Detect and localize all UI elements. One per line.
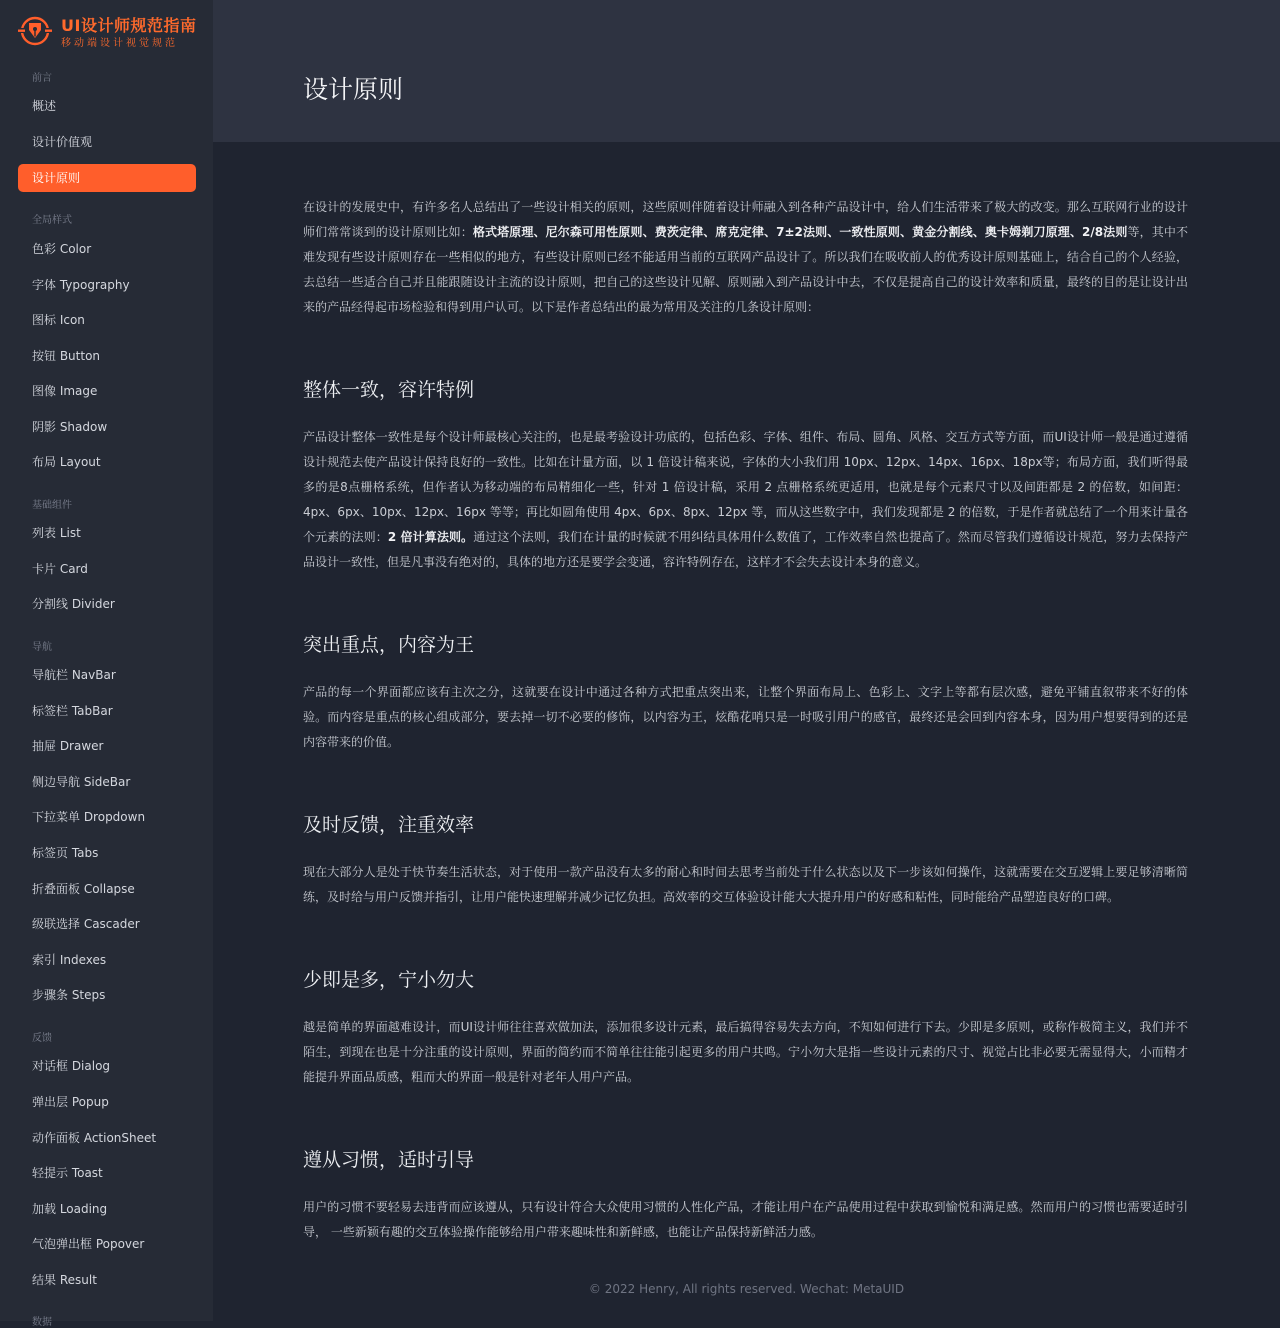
- section-text: 用户的习惯不要轻易去违背而应该遵从，只有设计符合大众使用习惯的人性化产品，才能让用户在产品使用过程中获取到愉悦和满足感。然而用户的习惯也需要适时引导， 一些新颖有趣的交互体验操作能够给用户带来趣味性和新鲜感，也能让产品保持新鲜活力感。: [303, 1200, 1188, 1239]
- sidebar-item-actionsheet[interactable]: 动作面板 ActionSheet: [32, 1131, 157, 1145]
- page-title: 设计原则: [303, 75, 404, 104]
- nav-group-label: 全局样式: [32, 215, 72, 226]
- section-paragraph: [303, 1195, 1188, 1245]
- sidebar-item-indexes[interactable]: 索引 Indexes: [32, 953, 107, 967]
- section-title: 突出重点，内容为王: [303, 634, 475, 656]
- section-title: 少即是多，宁小勿大: [303, 969, 475, 991]
- sidebar-item-color[interactable]: 色彩 Color: [32, 242, 92, 256]
- section-text: 产品的每一个界面都应该有主次之分，这就要在设计中通过各种方式把重点突出来，让整个界面布局上、色彩上、文字上等都有层次感，避免平铺直叙带来不好的体验。而内容是重点的核心组成部分，要去掉一切不必要的修饰，以内容为王，炫酷花哨只是一时吸引用户的感官，最终还是会回到内容本身，因为用户想要得到的还是内容带来的价值。: [303, 685, 1188, 749]
- sidebar-item-dialog[interactable]: 对话框 Dialog: [32, 1059, 111, 1073]
- sidebar-item-layout[interactable]: 布局 Layout: [32, 455, 101, 469]
- sidebar-item-cascader[interactable]: 级联选择 Cascader: [32, 917, 140, 931]
- sidebar-item-collapse[interactable]: 折叠面板 Collapse: [32, 882, 135, 896]
- sidebar-item-tabbar[interactable]: 标签栏 TabBar: [32, 704, 113, 718]
- main-content: [303, 195, 1188, 1245]
- intro-bold-text: 格式塔原理、尼尔森可用性原则、费茨定律、席克定律、7±2法则、一致性原则、黄金分割线、奥卡姆剃刀原理、2/8法则: [472, 225, 1128, 239]
- sidebar-item-dropdown[interactable]: 下拉菜单 Dropdown: [32, 810, 146, 824]
- section-paragraph: [303, 680, 1188, 755]
- brand-logo[interactable]: [17, 12, 207, 50]
- sidebar-item-image[interactable]: 图像 Image: [32, 384, 98, 398]
- sidebar-item-design-principles[interactable]: 设计原则: [18, 164, 196, 192]
- section-text: 通过这个法则，我们在计量的时候就不用纠结具体用什么数值了，工作效率自然也提高了。然而尽管我们遵循设计规范，努力去保持产品设计一致性，但是凡事没有绝对的，具体的地方还是要学会变通，容许特例存在，这样才不会失去设计本身的意义。: [303, 530, 1188, 569]
- page-header: [213, 0, 1280, 142]
- section-text: 产品设计整体一致性是每个设计师最核心关注的，也是最考验设计功底的，包括色彩、字体、组件、布局、圆角、风格、交互方式等方面，而UI设计师一般是通过遵循设计规范去使产品设计保持良好的一致性。比如在计量方面，以 1 倍设计稿来说，字体的大小我们用 10px、12px、14px、16px、18px等；布局方面，我们听得最多的是8点栅格系统，但作者认为移动端的布局精细化一些，针对 1 倍设计稿，采用 2 点栅格系统更适用，也就是每个元素尺寸以及间距都是 2 的倍数，如间距：4px、6px、10px、12px、16px 等等；再比如圆角使用 4px、6px、8px、12px 等，而从这些数字中，我们发现都是 2 的倍数，于是作者就总结了一个用来计量各个元素的法则：: [303, 430, 1188, 544]
- sidebar-item-popup[interactable]: 弹出层 Popup: [32, 1095, 109, 1109]
- sidebar-item-tabs[interactable]: 标签页 Tabs: [32, 846, 99, 860]
- sidebar-item-divider[interactable]: 分割线 Divider: [32, 597, 115, 611]
- sidebar-item-design-values[interactable]: 设计价值观: [32, 135, 93, 149]
- nav-group-label: 基础组件: [32, 500, 72, 511]
- section-text: 现在大部分人是处于快节奏生活状态，对于使用一款产品没有太多的耐心和时间去思考当前处于什么状态以及下一步该如何操作，这就需要在交互逻辑上要足够清晰简练，及时给与用户反馈并指引，让用户能快速理解并减少记忆负担。高效率的交互体验设计能大大提升用户的好感和粘性，同时能给产品塑造良好的口碑。: [303, 865, 1188, 904]
- sidebar: [0, 0, 213, 1328]
- sidebar-item-typography[interactable]: 字体 Typography: [32, 278, 130, 292]
- nav-group-label: 反馈: [32, 1033, 52, 1044]
- sidebar-item-loading[interactable]: 加载 Loading: [32, 1202, 108, 1216]
- intro-text: 等，其中不难发现有些设计原则存在一些相似的地方，有些设计原则已经不能适用当前的互联网产品设计了。所以我们在吸收前人的优秀设计原则基础上，结合自己的个人经验，去总结一些适合自己并且能跟随设计主流的设计原则，把自己的这些设计见解、原则融入到产品设计中去，不仅是提高自己的设计效率和质量，最终的目的是让设计出来的产品经得起市场检验和得到用户认可。以下是作者总结出的最为常用及关注的几条设计原则：: [303, 225, 1188, 314]
- sidebar-item-popover[interactable]: 气泡弹出框 Popover: [32, 1237, 145, 1251]
- brand-title: UI设计师规范指南: [61, 16, 197, 35]
- nav-group-label: 前言: [32, 73, 52, 84]
- footer-copyright: © 2022 Henry, All rights reserved. Wechat: MetaUID: [588, 1282, 905, 1296]
- sidebar-item-navbar[interactable]: 导航栏 NavBar: [32, 668, 116, 682]
- sidebar-item-shadow[interactable]: 阴影 Shadow: [32, 420, 108, 434]
- sidebar-item-sidebar[interactable]: 侧边导航 SideBar: [32, 775, 131, 789]
- sidebar-item-drawer[interactable]: 抽屉 Drawer: [32, 739, 104, 753]
- sidebar-item-icon[interactable]: 图标 Icon: [32, 313, 85, 327]
- sidebar-item-list[interactable]: 列表 List: [32, 526, 81, 540]
- nav-group-label: 数据: [32, 1317, 52, 1328]
- section-bold-text: 2 倍计算法则。: [387, 530, 474, 544]
- sidebar-item-button[interactable]: 按钮 Button: [32, 349, 101, 363]
- intro-text: 在设计的发展史中，有许多名人总结出了一些设计相关的原则，这些原则伴随着设计师融入到各种产品设计中，给人们生活带来了极大的改变。那么互联网行业的设计师们常常谈到的设计原则比如：: [303, 200, 1188, 239]
- section-paragraph: [303, 860, 1188, 910]
- section-title: 遵从习惯，适时引导: [303, 1149, 475, 1171]
- sidebar-item-overview[interactable]: 概述: [32, 99, 57, 113]
- nav-group-label: 导航: [32, 642, 52, 653]
- sidebar-item-card[interactable]: 卡片 Card: [32, 562, 88, 576]
- sidebar-item-result[interactable]: 结果 Result: [32, 1273, 97, 1287]
- pen-nib-logo-icon: [17, 13, 53, 49]
- section-text: 越是简单的界面越难设计，而UI设计师往往喜欢做加法，添加很多设计元素，最后搞得容易失去方向，不知如何进行下去。少即是多原则，或称作极简主义，我们并不陌生，到现在也是十分注重的设计原则，界面的简约而不简单往往能引起更多的用户共鸣。宁小勿大是指一些设计元素的尺寸、视觉占比非必要无需显得大，小而精才能提升界面品质感，粗而大的界面一般是针对老年人用户产品。: [303, 1020, 1188, 1084]
- sidebar-item-steps[interactable]: 步骤条 Steps: [32, 988, 106, 1002]
- intro-paragraph: [303, 195, 1188, 320]
- section-paragraph: [303, 1015, 1188, 1090]
- section-title: 整体一致，容许特例: [303, 379, 475, 401]
- brand-subtitle: 移动端设计视觉规范: [61, 38, 178, 49]
- section-title: 及时反馈，注重效率: [303, 814, 475, 836]
- section-paragraph: [303, 425, 1188, 575]
- sidebar-item-toast[interactable]: 轻提示 Toast: [32, 1166, 103, 1180]
